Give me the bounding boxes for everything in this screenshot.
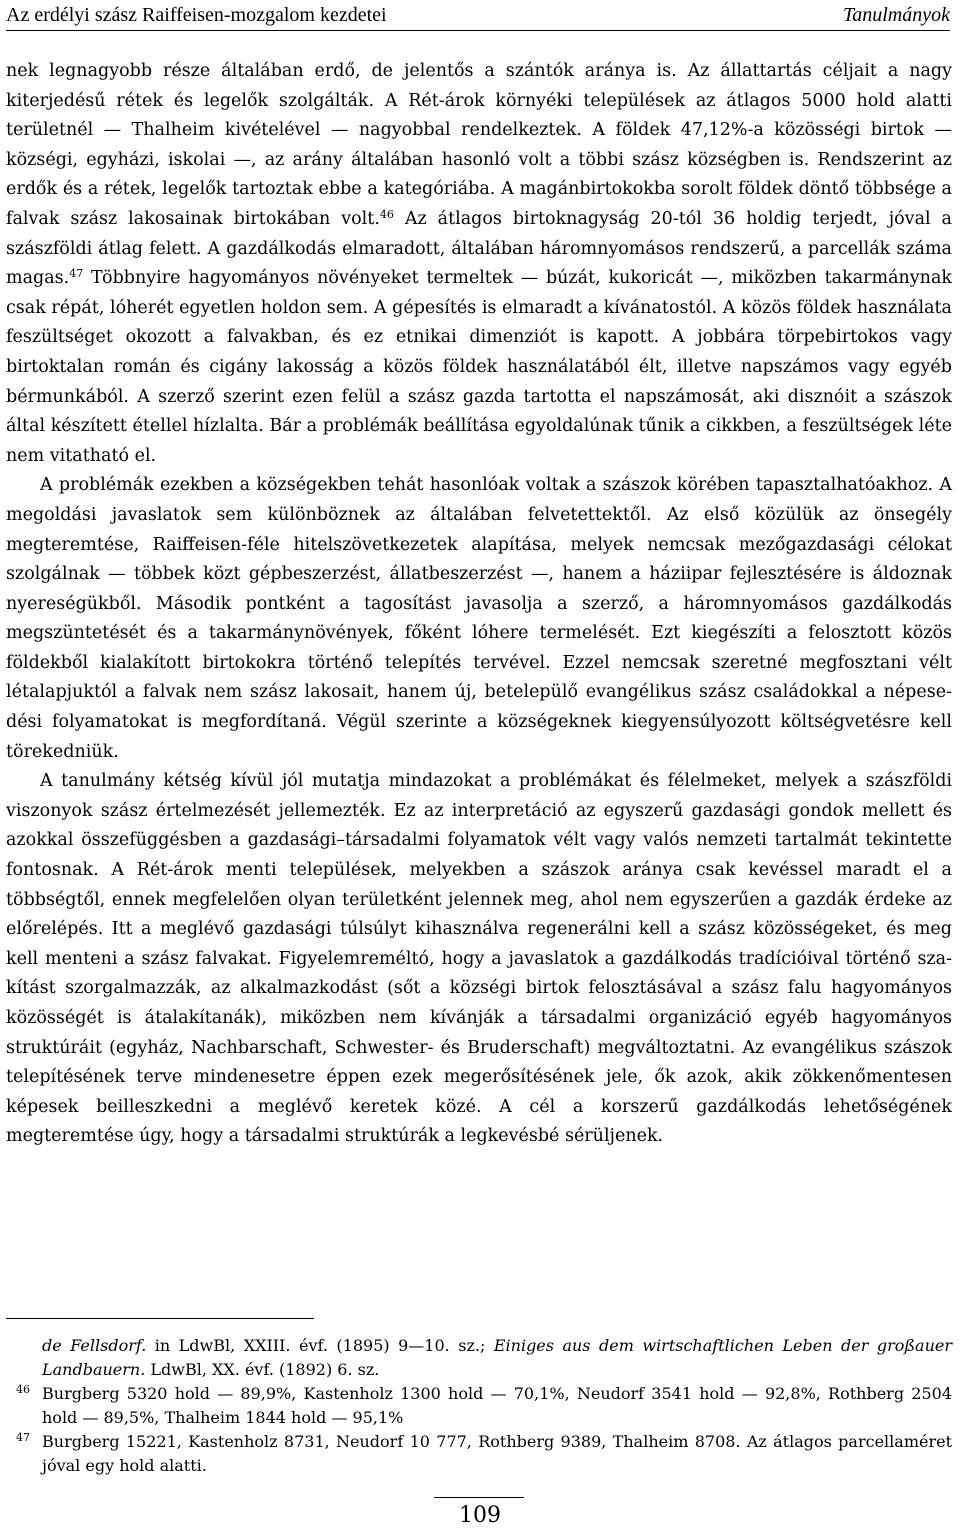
running-header (6, 0, 950, 31)
header-section: Tanulmányok (842, 3, 950, 26)
header-title: Az erdélyi szász Raiffeisen-mozgalom kezdetei (6, 3, 387, 26)
footnote-47-text: Burgberg 15221, Kastenholz 8731, Neudorf 10 777, Rothberg 9389, Thalheim 8708. Az átlagos parcellaméret jóval egy hold alatti. (42, 1432, 952, 1475)
footnote-cont-italic-2: Einiges aus dem wirtschaftlichen Leben der großauer Landbauern. (42, 1336, 952, 1379)
paragraph-1-part-c: Többnyire hagyományos növényeket termeltek — búzát, kukoricát —, miközben takarmánynak csak répát, lóherét egyetlen holdon sem. A gépesítés is elmaradt a kívánatostól. A közös földek használata feszültséget okozott a falvakban, és ez etnikai dimenziót is kapott. A jobbára törpebirtokos vagy birtoktalan román és cigány lakosság a közös földek használatából élt, illetve napszámos vagy egyéb bérmunkából. A szerző szerint ezen felül a szász gazda tartotta el napszámosát, aki disznóit a szászok által készített étellel hízlalta. Bár a problémák beállítása egyoldalúnak tűnik a cikkben, a feszültségek léte nem vitatható el. (6, 268, 952, 466)
footnote-46 (6, 1382, 952, 1430)
footnote-46-text: Burgberg 5320 hold — 89,9%, Kastenholz 1300 hold — 70,1%, Neudorf 3541 hold — 92,8%, Rothberg 2504 hold — 89,5%, Thalheim 1844 hold — 95,1% (42, 1384, 952, 1427)
paragraph-2: A problémák ezekben a községekben tehát hasonlóak voltak a szászok körében tapasztalhatóakhoz. A megoldási javaslatok sem különböznek az általában felvetettektől. Az első közülük az önsegély megteremtése, Raiffeisen-féle hitelszövetkezetek alapítása, melyek nemcsak mezőgazdasági célokat szolgálnak — többek közt gépbeszerzést, állatbeszerzést —, hanem a háziipar fejlesztésére is áldoznak nyereségükből. Második pontként a tagosítást javasolja a szerző, a háromnyomásos gazdálkodás megszüntetését és a takarmánynövények, főként lóhere termelését. Ezt kiegészíti a felosztott közös földekből kialakított birtokokra történő telepítés tervével. Ezzel nemcsak szeretné megfosztani vélt létalapjuktól a falvak nem szász lakosait, hanem új, betelepülő evangélikus szász családokkal a népesedési folyamatokat is megfordítaná. Végül szerinte a községeknek kiegyensúlyozott költségvetésre kell törekedniük. (6, 475, 952, 762)
footnotes (6, 1334, 952, 1478)
page-number: 109 (459, 1503, 501, 1528)
paragraph-1 (6, 57, 952, 471)
paragraph-3: A tanulmány kétség kívül jól mutatja mindazokat a problémákat és félelmeket, melyek a szászföldi viszonyok szász értelmezését jellemezték. Ez az interpretáció az egyszerű gazdasági gondok mellett és azokkal összefüggésben a gazdasági–társadalmi folyamatok vélt vagy valós nemzeti tartalmát tekintette fontosnak. A Rét-árok menti települések, melyekben a szászok aránya csak kevéssel maradt el a többségtől, ennek megfelelően olyan területként jelennek meg, ahol nem egyszerűen a gazdák érdeke az előrelépés. Itt a meglévő gazdasági túlsúlyt kihasználva regenerálni kell a szász közösségeket, és meg kell menteni a szász falvakat. Figyelemreméltó, hogy a javaslatok a gazdálkodás tradícióival történő szakítást szorgalmazzák, az alkalmazkodást (sőt a községi birtok felosztásával a szász falu hagyományos közösségét is átalakítanák), miközben nem kívánják a társadalmi organizáció egyéb hagyományos struktúráit (egyház, Nachbarschaft, Schwester- és Bruderschaft) megváltoztatni. Az evangélikus szászok telepítésének terve mindenesetre éppen ezek megerősítésének jele, ők azok, akik zökkenőmentesen képesek beilleszkedni a meglévő keretek közé. A cél a korszerű gazdálkodás lehetőségének megteremtése úgy, hogy a társadalmi struktúrák a legkevésbé sérüljenek. (6, 771, 952, 1147)
body-text (6, 57, 952, 1152)
page-number-rule (434, 1497, 524, 1498)
footnote-cont-text-2: LdwBl, XX. évf. (1892) 6. sz. (145, 1360, 380, 1379)
footnote-46-number: 46 (16, 1383, 30, 1396)
footnote-47 (6, 1430, 952, 1478)
footnote-ref-47[interactable]: 47 (69, 267, 84, 281)
paragraph-1-part-a: nek legnagyobb része általában erdő, de jelentős a szántók aránya is. Az állattartás céljait a nagy kiterjedésű rétek és legelők szolgálták. A Rét-árok környéki települések az átlagos 5000 hold alatti területnél — Thalheim kivételével — nagyobbal rendelkeztek. A földek 47,12%-a közösségi birtok — községi, egyházi, iskolai —, az arány általában hasonló volt a többi szász községben is. Rendszerint az erdők és a rétek, legelők tartoztak ebbe a kategóriába. A magánbirtokokba sorolt földek döntő többsége a falvak szász lakosainak birtokában volt. (6, 61, 952, 229)
footnote-separator (6, 1318, 314, 1319)
footnote-ref-46[interactable]: 46 (379, 207, 394, 221)
paragraph-1-part-b: Az átlagos birtoknagyság 20-tól 36 holdig terjedt, jóval a szászföldi átlag felett. A gazdálkodás elmaradott, általában háromnyomásos rendszerű, a parcellák száma magas. (6, 208, 952, 289)
footnote-continuation (6, 1334, 952, 1382)
footnote-cont-italic-1: de Fellsdorf. (42, 1336, 147, 1355)
footnote-cont-text-1: in LdwBl, XXIII. évf. (1895) 9—10. sz.; (146, 1336, 494, 1355)
footnote-47-number: 47 (16, 1431, 30, 1444)
